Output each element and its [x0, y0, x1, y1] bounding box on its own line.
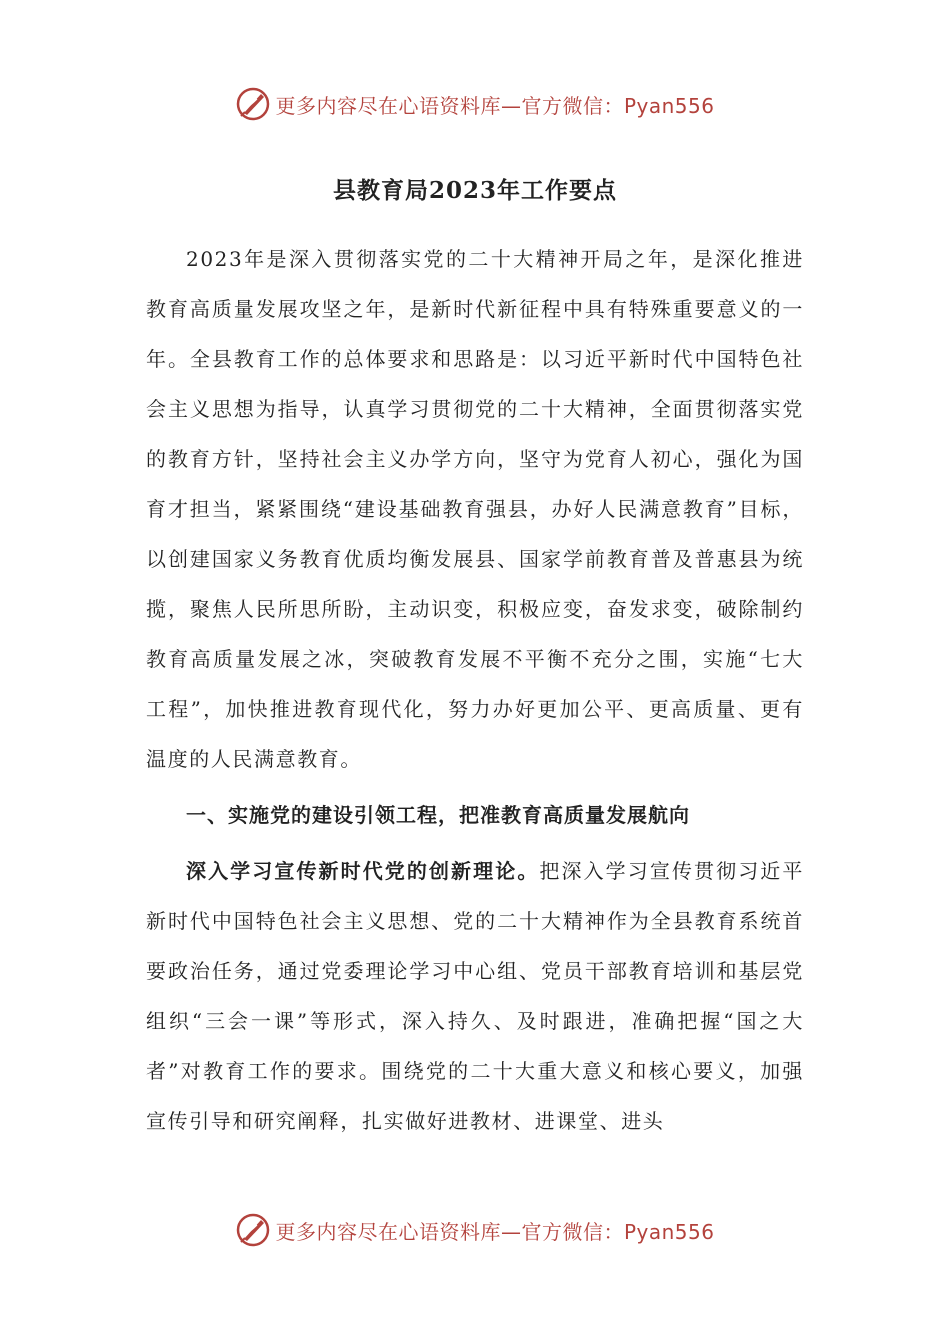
document-body: [146, 234, 804, 1146]
section-lead-sentence: 深入学习宣传新时代党的创新理论。: [186, 859, 540, 883]
banner-text: 更多内容尽在心语资料库—官方微信：Pyan556: [275, 1219, 715, 1244]
quill-logo-icon: [235, 86, 271, 122]
section-paragraph: [146, 846, 804, 1146]
header-banner: [0, 84, 950, 124]
banner-text: 更多内容尽在心语资料库—官方微信：Pyan556: [275, 93, 715, 118]
footer-banner: [0, 1210, 950, 1250]
section-heading: 一、实施党的建设引领工程，把准教育高质量发展航向: [186, 803, 690, 827]
intro-paragraph: 2023年是深入贯彻落实党的二十大精神开局之年，是深化推进教育高质量发展攻坚之年，是新时代新征程中具有特殊重要意义的一年。全县教育工作的总体要求和思路是：以习近平新时代中国特色社会主义思想为指导，认真学习贯彻党的二十大精神，全面贯彻落实党的教育方针，坚持社会主义办学方向，坚守为党育人初心，强化为国育才担当，紧紧围绕“建设基础教育强县，办好人民满意教育”目标，以创建国家义务教育优质均衡发展县、国家学前教育普及普惠县为统揽，聚焦人民所思所盼，主动识变，积极应变，奋发求变，破除制约教育高质量发展之冰，突破教育发展不平衡不充分之围，实施“七大工程”，加快推进教育现代化，努力办好更加公平、更高质量、更有温度的人民满意教育。: [146, 247, 804, 771]
document-title: 县教育局2023年工作要点: [332, 177, 617, 204]
quill-logo-icon: [235, 1212, 271, 1248]
section-body-text: 把深入学习宣传贯彻习近平新时代中国特色社会主义思想、党的二十大精神作为全县教育系统首要政治任务，通过党委理论学习中心组、党员干部教育培训和基层党组织“三会一课”等形式，深入持久、及时跟进，准确把握“国之大者”对教育工作的要求。围绕党的二十大重大意义和核心要义，加强宣传引导和研究阐释，扎实做好进教材、进课堂、进头: [146, 859, 804, 1133]
